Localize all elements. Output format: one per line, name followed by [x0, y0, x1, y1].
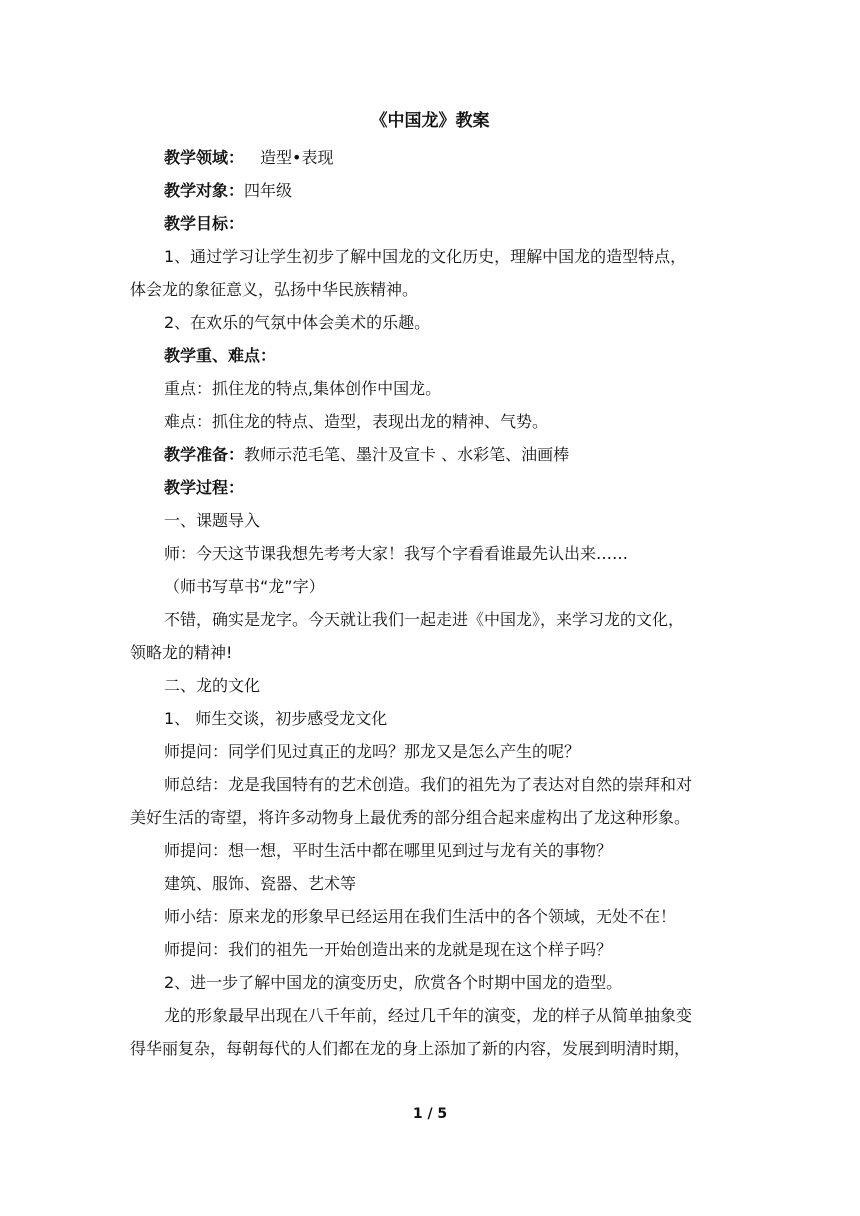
teacher-line-1: 师：今天这节课我想先考考大家！我写个字看看谁最先认出来……: [164, 544, 629, 563]
subsection-1: 1、 师生交谈，初步感受龙文化: [164, 709, 388, 728]
goal-1-line-1: 1、通过学习让学生初步了解中国龙的文化历史，理解中国龙的造型特点，: [164, 247, 687, 266]
history-line-1: 龙的形象最早出现在八千年前，经过几千年的演变，龙的样子从简单抽象变: [164, 1006, 693, 1025]
teaching-object-value: 四年级: [244, 181, 293, 200]
student-answer-2: 建筑、服饰、瓷器、艺术等: [164, 874, 357, 893]
key-point: 重点：抓住龙的特点,集体创作中国龙。: [164, 379, 442, 398]
teacher-question-2: 师提问：想一想，平时生活中都在哪里见到过与龙有关的事物？: [164, 841, 613, 860]
subsection-2: 2、进一步了解中国龙的演变历史，欣赏各个时期中国龙的造型。: [164, 973, 623, 992]
teacher-question-3: 师提问：我们的祖先一开始创造出来的龙就是现在这个样子吗？: [164, 940, 613, 959]
answer-line-1: 不错，确实是龙字。今天就让我们一起走进《中国龙》，来学习龙的文化，: [164, 610, 685, 629]
teacher-summary-1-line-1: 师总结：龙是我国特有的艺术创造。我们的祖先为了表达对自然的崇拜和对: [164, 775, 693, 794]
history-line-2: 得华丽复杂，每朝每代的人们都在龙的身上添加了新的内容，发展到明清时期，: [130, 1039, 691, 1058]
document-title: 《中国龙》教案: [370, 111, 490, 131]
teaching-prep-label: 教学准备：: [164, 445, 245, 464]
teacher-action: （师书写草书“龙”字）: [164, 577, 325, 596]
section-2-heading: 二、龙的文化: [164, 676, 261, 695]
goal-1-line-2: 体会龙的象征意义，弘扬中华民族精神。: [130, 280, 419, 299]
teaching-prep-row: [164, 442, 569, 468]
goal-2: 2、在欢乐的气氛中体会美术的乐趣。: [164, 313, 431, 332]
page-number: 1 / 5: [412, 1106, 448, 1122]
teacher-summary-2: 师小结：原来龙的形象早已经运用在我们生活中的各个领域，无处不在！: [164, 907, 677, 926]
teacher-question-1: 师提问：同学们见过真正的龙吗？那龙又是怎么产生的呢？: [164, 742, 581, 761]
section-1-heading: 一、课题导入: [164, 511, 261, 530]
teaching-domain-row: [164, 145, 333, 171]
teaching-object-label: 教学对象：: [164, 181, 245, 200]
teaching-process-label: 教学过程：: [164, 478, 245, 497]
teaching-domain-value: 造型•表现: [260, 148, 334, 167]
teacher-summary-1-line-2: 美好生活的寄望，将许多动物身上最优秀的部分组合起来虚构出了龙这种形象。: [130, 808, 691, 827]
difficult-point: 难点：抓住龙的特点、造型，表现出龙的精神、气势。: [164, 412, 549, 431]
teaching-prep-value: 教师示范毛笔、墨汁及宣卡 、水彩笔、油画棒: [244, 445, 570, 464]
teaching-domain-label: 教学领域：: [164, 148, 245, 167]
teaching-object-row: [164, 178, 292, 204]
answer-line-2: 领略龙的精神!: [130, 643, 233, 662]
key-difficult-label: 教学重、难点：: [164, 346, 277, 365]
teaching-goal-label: 教学目标：: [164, 214, 245, 233]
